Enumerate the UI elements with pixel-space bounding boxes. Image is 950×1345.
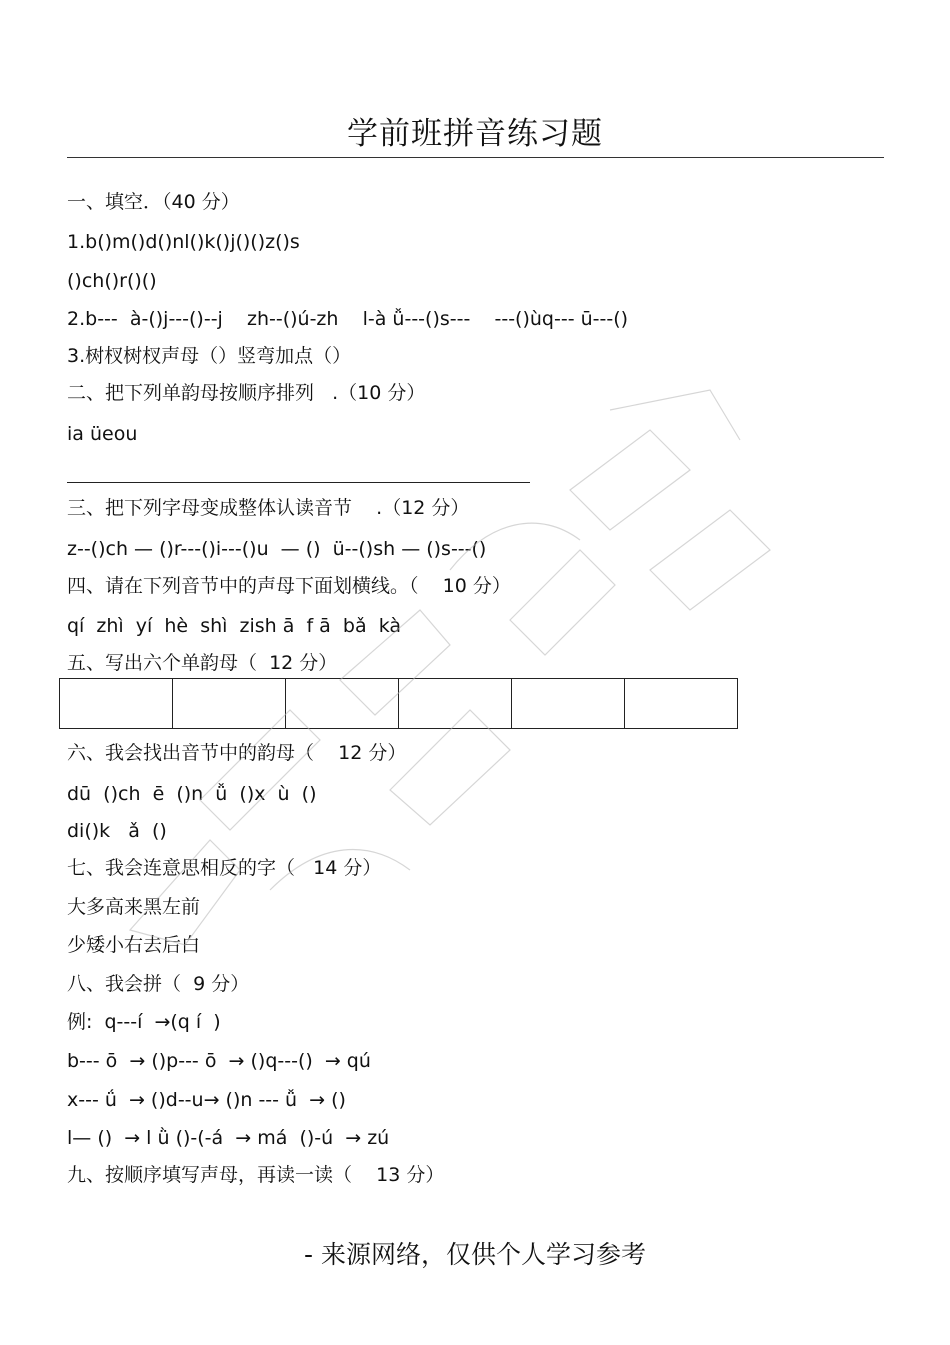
section-8-heading: 八、我会拼（ 9 分） (67, 973, 250, 995)
answer-cell (399, 679, 512, 728)
answer-grid (59, 678, 738, 729)
exercise-line: x--- ǘ → ()d--u→ ()n --- ǚ → () (67, 1089, 346, 1111)
exercise-line: qí zhì yí hè shì zish ā f ā bǎ kà (67, 615, 402, 637)
answer-cell (60, 679, 173, 728)
section-7-heading: 七、我会连意思相反的字（ 14 分） (67, 857, 382, 879)
exercise-line: 例: q---í →(q í ) (67, 1011, 221, 1033)
answer-blank-line (67, 482, 530, 483)
exercise-line: b--- ō → ()p--- ō → ()q---() → qú (67, 1050, 371, 1072)
section-1-heading: 一、填空．（40 分） (67, 191, 240, 213)
page-title: 学前班拼音练习题 (347, 116, 603, 152)
section-3-heading: 三、把下列字母变成整体认读音节 .（12 分） (67, 497, 470, 519)
exercise-line: 3.树杈树杈声母（）竖弯加点（） (67, 345, 352, 367)
section-9-heading: 九、按顺序填写声母，再读一读（ 13 分） (67, 1164, 445, 1186)
exercise-line: 少矮小右去后白 (67, 934, 201, 956)
exercise-line: ia üeou (67, 423, 138, 445)
section-4-heading: 四、请在下列音节中的声母下面划横线。（ 10 分） (67, 575, 511, 597)
section-2-heading: 二、把下列单韵母按顺序排列 .（10 分） (67, 382, 426, 404)
answer-cell (286, 679, 399, 728)
section-5-heading: 五、写出六个单韵母（ 12 分） (67, 652, 338, 674)
exercise-line: z--()ch — ()r---()i---()u — () ü--()sh — ()s---() (67, 538, 487, 560)
exercise-line: ()ch()r()() (67, 270, 157, 292)
source-footer: - 来源网络，仅供个人学习参考 (304, 1240, 646, 1269)
answer-cell (625, 679, 737, 728)
title-divider (67, 157, 884, 158)
exercise-line: di()k ǎ () (67, 820, 167, 842)
exercise-line: 1.b()m()d()nl()k()j()()z()s (67, 231, 300, 253)
answer-cell (173, 679, 286, 728)
exercise-line: dū ()ch ē ()n ǚ ()x ù () (67, 783, 317, 805)
exercise-line: 2.b--- à-()j---()--j zh--()ú-zh l-à ǚ---()s--- ---()ùq--- ū---() (67, 308, 629, 330)
exercise-line: 大多高来黑左前 (67, 896, 201, 918)
section-6-heading: 六、我会找出音节中的韵母（ 12 分） (67, 742, 407, 764)
exercise-line: l— () → l ǜ ()-(-á → má ()-ú → zú (67, 1127, 390, 1149)
answer-cell (512, 679, 625, 728)
